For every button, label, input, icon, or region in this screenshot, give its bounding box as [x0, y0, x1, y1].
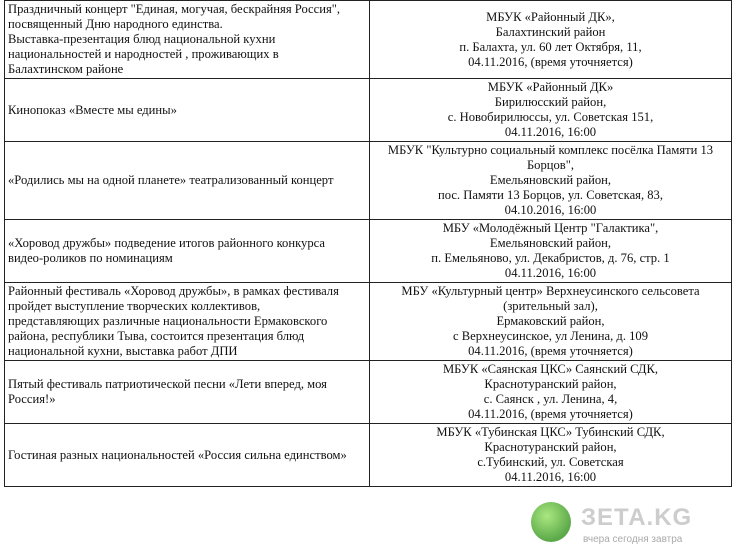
event-text-line: Районный фестиваль «Хоровод дружбы», в рамках фестиваля: [8, 284, 339, 298]
event-text-line: национальностей и народностей , проживающих в: [8, 47, 279, 61]
events-table: [4, 0, 732, 487]
venue-text-line: Емельяновский район,: [489, 173, 612, 187]
event-text-line: Выставка-презентация блюд национальной кухни: [8, 32, 276, 46]
event-text-line: «Хоровод дружбы» подведение итогов районного конкурса: [8, 236, 325, 250]
event-description-cell: [5, 220, 370, 283]
event-text-line: района, республики Тыва, состоится презентация блюд: [8, 329, 305, 343]
event-text-line: Кинопоказ «Вместе мы едины»: [8, 102, 177, 117]
event-text-line: Балахтинском районе: [8, 62, 124, 76]
table-row: [5, 79, 732, 142]
venue-text-line: МБУК "Культурно социальный комплекс посёлка Памяти 13: [387, 143, 714, 157]
venue-text-line: Емельяновский район,: [489, 236, 612, 250]
watermark-logo-icon: [531, 502, 571, 542]
venue-cell: [370, 1, 732, 79]
event-text-line: «Родились мы на одной планете» театрализованный концерт: [8, 173, 334, 187]
venue-text-line: (зрительный зал),: [503, 299, 598, 313]
venue-text-line: МБУК «Саянская ЦКС» Саянский СДК,: [442, 362, 659, 376]
watermark-logo-text: ЗЕТА.KG: [581, 504, 693, 531]
venue-text-line: МБУК «Районный ДК»: [487, 80, 614, 94]
venue-text-line: Краснотуранский район,: [484, 440, 617, 454]
event-description-cell: [5, 142, 370, 220]
table-row: [5, 142, 732, 220]
venue-text-line: 04.10.2016, 16:00: [504, 203, 597, 217]
event-description-cell: [5, 424, 370, 487]
venue-text-line: с. Саянск , ул. Ленина, 4,: [483, 392, 618, 406]
venue-text-line: 04.11.2016, 16:00: [504, 266, 597, 280]
venue-text-line: 04.11.2016, (время уточняется): [468, 407, 633, 421]
venue-text-line: Бирилюсский район,: [494, 95, 607, 109]
event-text-line: Гостиная разных национальностей «Россия сильна единством»: [8, 447, 347, 462]
venue-text-line: МБУ «Культурный центр» Верхнеусинского сельсовета: [401, 284, 700, 298]
table-row: [5, 283, 732, 361]
venue-text-line: 04.11.2016, 16:00: [504, 470, 597, 484]
site-watermark: [523, 498, 735, 550]
venue-text-line: МБУК «Тубинская ЦКС» Тубинский СДК,: [436, 425, 665, 439]
venue-text-line: с. Новобирилюссы, ул. Советская 151,: [447, 110, 654, 124]
venue-text-line: Балахтинский район: [495, 24, 606, 39]
event-text-line: национальной кухни, выставка работ ДПИ: [8, 344, 238, 358]
venue-text-line: с Верхнеусинское, ул Ленина, д. 109: [452, 329, 649, 343]
venue-text-line: п. Балахта, ул. 60 лет Октября, 11,: [459, 39, 642, 54]
event-text-line: Россия!»: [8, 392, 56, 406]
table-row: [5, 424, 732, 487]
watermark-slogan: вчера сегодня завтра: [583, 534, 683, 545]
venue-text-line: МБУК «Районный ДК»,: [486, 9, 615, 24]
table-row: [5, 1, 732, 79]
event-description-cell: [5, 79, 370, 142]
venue-cell: [370, 283, 732, 361]
venue-cell: [370, 361, 732, 424]
table-row: [5, 361, 732, 424]
venue-text-line: с.Тубинский, ул. Советская: [477, 455, 624, 469]
venue-text-line: пос. Памяти 13 Борцов, ул. Советская, 83,: [437, 188, 663, 202]
event-text-line: Пятый фестиваль патриотической песни «Лети вперед, моя: [8, 377, 327, 391]
event-text-line: Праздничный концерт "Единая, могучая, бескрайняя Россия",: [8, 2, 341, 16]
venue-text-line: Борцов",: [526, 158, 575, 172]
event-text-line: посвященный Дню народного единства.: [8, 17, 223, 31]
events-table-body: [5, 1, 732, 487]
event-description-cell: [5, 361, 370, 424]
venue-cell: [370, 142, 732, 220]
venue-cell: [370, 79, 732, 142]
venue-text-line: 04.11.2016, 16:00: [504, 125, 597, 139]
table-row: [5, 220, 732, 283]
event-description-cell: [5, 1, 370, 79]
venue-text-line: Ермаковский район,: [496, 314, 605, 328]
venue-cell: [370, 424, 732, 487]
venue-text-line: 04.11.2016, (время уточняется): [468, 54, 633, 69]
venue-text-line: МБУ «Молодёжный Центр "Галактика",: [442, 221, 659, 235]
venue-cell: [370, 220, 732, 283]
event-text-line: видео-роликов по номинациям: [8, 251, 173, 265]
venue-text-line: п. Емельяново, ул. Декабристов, д. 76, стр. 1: [431, 251, 670, 265]
venue-text-line: Краснотуранский район,: [484, 377, 617, 391]
event-text-line: представляющих различные национальности Ермаковского: [8, 314, 328, 328]
event-text-line: пройдет выступление творческих коллективов,: [8, 299, 261, 313]
event-description-cell: [5, 283, 370, 361]
venue-text-line: 04.11.2016, (время уточняется): [468, 344, 633, 358]
